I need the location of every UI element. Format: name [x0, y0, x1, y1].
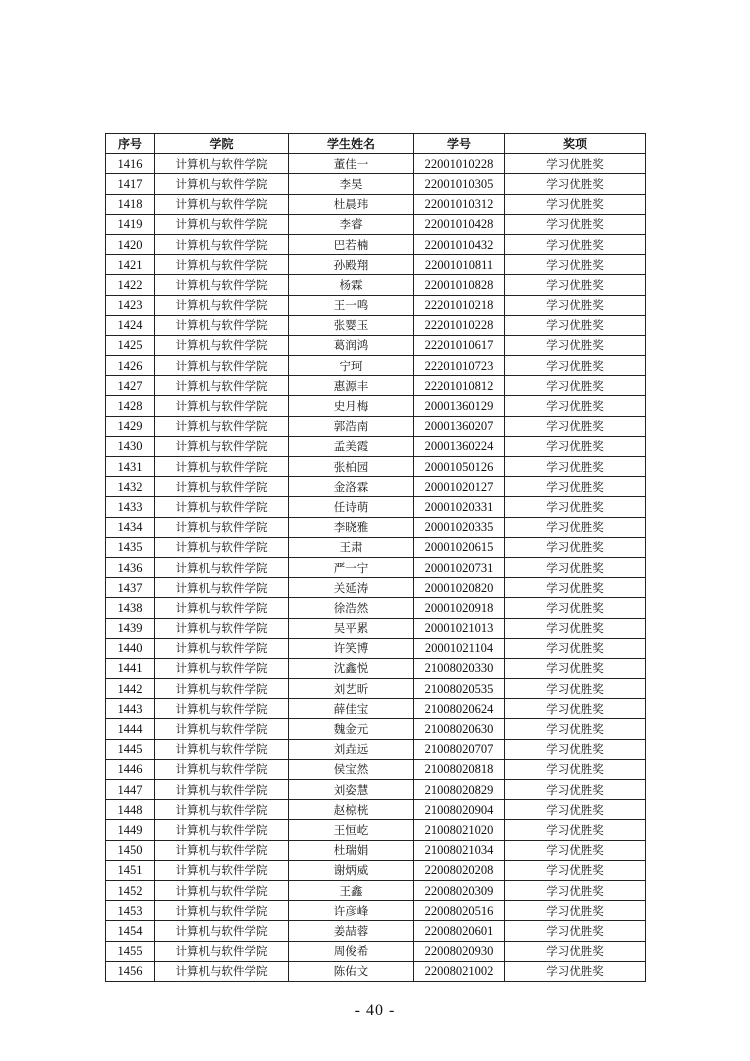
table-row	[106, 598, 646, 618]
student-name-cell: 许彦峰	[289, 901, 414, 921]
row-index-cell: 1441	[106, 658, 155, 678]
student-id-cell: 20001020615	[414, 537, 505, 557]
row-index-cell: 1440	[106, 638, 155, 658]
student-id-cell: 21008020904	[414, 800, 505, 820]
row-index-cell: 1418	[106, 194, 155, 214]
college-cell: 计算机与软件学院	[155, 840, 289, 860]
table-row	[106, 961, 646, 981]
student-id-cell: 22001010811	[414, 255, 505, 275]
row-index-cell: 1453	[106, 901, 155, 921]
award-cell: 学习优胜奖	[505, 416, 646, 436]
award-cell: 学习优胜奖	[505, 557, 646, 577]
student-name-cell: 吴平累	[289, 618, 414, 638]
header-index: 序号	[106, 134, 155, 154]
award-cell: 学习优胜奖	[505, 719, 646, 739]
award-cell: 学习优胜奖	[505, 739, 646, 759]
college-cell: 计算机与软件学院	[155, 880, 289, 900]
college-cell: 计算机与软件学院	[155, 315, 289, 335]
student-id-cell: 22201010723	[414, 356, 505, 376]
college-cell: 计算机与软件学院	[155, 921, 289, 941]
student-id-cell: 20001021013	[414, 618, 505, 638]
college-cell: 计算机与软件学院	[155, 557, 289, 577]
row-index-cell: 1434	[106, 517, 155, 537]
student-name-cell: 王一鸣	[289, 295, 414, 315]
row-index-cell: 1417	[106, 174, 155, 194]
student-id-cell: 20001360224	[414, 436, 505, 456]
award-cell: 学习优胜奖	[505, 901, 646, 921]
college-cell: 计算机与软件学院	[155, 275, 289, 295]
student-name-cell: 金洛霖	[289, 477, 414, 497]
student-name-cell: 葛润鸿	[289, 335, 414, 355]
college-cell: 计算机与软件学院	[155, 658, 289, 678]
student-id-cell: 21008020330	[414, 658, 505, 678]
row-index-cell: 1439	[106, 618, 155, 638]
table-row	[106, 719, 646, 739]
student-id-cell: 22001010228	[414, 154, 505, 174]
table-row	[106, 557, 646, 577]
student-id-cell: 20001020820	[414, 578, 505, 598]
college-cell: 计算机与软件学院	[155, 335, 289, 355]
award-cell: 学习优胜奖	[505, 356, 646, 376]
college-cell: 计算机与软件学院	[155, 780, 289, 800]
college-cell: 计算机与软件学院	[155, 255, 289, 275]
award-cell: 学习优胜奖	[505, 376, 646, 396]
award-cell: 学习优胜奖	[505, 780, 646, 800]
award-cell: 学习优胜奖	[505, 921, 646, 941]
student-name-cell: 董佳一	[289, 154, 414, 174]
student-id-cell: 20001360129	[414, 396, 505, 416]
row-index-cell: 1438	[106, 598, 155, 618]
student-id-cell: 21008020829	[414, 780, 505, 800]
student-name-cell: 关延涛	[289, 578, 414, 598]
student-name-cell: 杜瑞娟	[289, 840, 414, 860]
student-id-cell: 22201010617	[414, 335, 505, 355]
award-cell: 学习优胜奖	[505, 315, 646, 335]
award-cell: 学习优胜奖	[505, 860, 646, 880]
student-id-cell: 22008021002	[414, 961, 505, 981]
table-row	[106, 739, 646, 759]
row-index-cell: 1446	[106, 759, 155, 779]
row-index-cell: 1436	[106, 557, 155, 577]
table-row	[106, 315, 646, 335]
table-row	[106, 396, 646, 416]
student-id-cell: 20001020331	[414, 497, 505, 517]
student-name-cell: 杨霖	[289, 275, 414, 295]
student-id-cell: 21008020535	[414, 679, 505, 699]
college-cell: 计算机与软件学院	[155, 376, 289, 396]
student-name-cell: 宁珂	[289, 356, 414, 376]
college-cell: 计算机与软件学院	[155, 214, 289, 234]
award-cell: 学习优胜奖	[505, 517, 646, 537]
college-cell: 计算机与软件学院	[155, 800, 289, 820]
row-index-cell: 1454	[106, 921, 155, 941]
college-cell: 计算机与软件学院	[155, 759, 289, 779]
student-name-cell: 孟美霞	[289, 436, 414, 456]
row-index-cell: 1437	[106, 578, 155, 598]
student-id-cell: 21008020818	[414, 759, 505, 779]
row-index-cell: 1427	[106, 376, 155, 396]
college-cell: 计算机与软件学院	[155, 860, 289, 880]
award-cell: 学习优胜奖	[505, 618, 646, 638]
row-index-cell: 1448	[106, 800, 155, 820]
student-name-cell: 王恒屹	[289, 820, 414, 840]
row-index-cell: 1442	[106, 679, 155, 699]
table-row	[106, 699, 646, 719]
college-cell: 计算机与软件学院	[155, 154, 289, 174]
table-row	[106, 638, 646, 658]
table-row	[106, 174, 646, 194]
student-id-cell: 22001010432	[414, 234, 505, 254]
college-cell: 计算机与软件学院	[155, 477, 289, 497]
award-cell: 学习优胜奖	[505, 699, 646, 719]
table-row	[106, 436, 646, 456]
award-cell: 学习优胜奖	[505, 961, 646, 981]
row-index-cell: 1416	[106, 154, 155, 174]
student-name-cell: 刘姿慧	[289, 780, 414, 800]
award-cell: 学习优胜奖	[505, 154, 646, 174]
student-id-cell: 22201010228	[414, 315, 505, 335]
table-row	[106, 255, 646, 275]
row-index-cell: 1455	[106, 941, 155, 961]
table-row	[106, 376, 646, 396]
row-index-cell: 1456	[106, 961, 155, 981]
college-cell: 计算机与软件学院	[155, 719, 289, 739]
student-name-cell: 刘艺昕	[289, 679, 414, 699]
table-row	[106, 517, 646, 537]
table-row	[106, 578, 646, 598]
page-number: - 40 -	[354, 1002, 396, 1019]
row-index-cell: 1445	[106, 739, 155, 759]
student-name-cell: 侯宝然	[289, 759, 414, 779]
table-row	[106, 477, 646, 497]
student-name-cell: 李昊	[289, 174, 414, 194]
award-cell: 学习优胜奖	[505, 194, 646, 214]
award-cell: 学习优胜奖	[505, 880, 646, 900]
table-row	[106, 234, 646, 254]
college-cell: 计算机与软件学院	[155, 396, 289, 416]
college-cell: 计算机与软件学院	[155, 356, 289, 376]
student-name-cell: 孙殿翔	[289, 255, 414, 275]
student-name-cell: 张婴玉	[289, 315, 414, 335]
row-index-cell: 1424	[106, 315, 155, 335]
student-name-cell: 刘垚远	[289, 739, 414, 759]
row-index-cell: 1420	[106, 234, 155, 254]
student-name-cell: 薛佳宝	[289, 699, 414, 719]
college-cell: 计算机与软件学院	[155, 699, 289, 719]
header-student-id: 学号	[414, 134, 505, 154]
student-id-cell: 20001020918	[414, 598, 505, 618]
student-name-cell: 杜晨玮	[289, 194, 414, 214]
table-row	[106, 658, 646, 678]
student-id-cell: 20001050126	[414, 457, 505, 477]
table-row	[106, 154, 646, 174]
student-name-cell: 谢炳威	[289, 860, 414, 880]
award-cell: 学习优胜奖	[505, 396, 646, 416]
student-name-cell: 李晓雅	[289, 517, 414, 537]
student-name-cell: 赵椋桄	[289, 800, 414, 820]
student-name-cell: 徐浩然	[289, 598, 414, 618]
student-id-cell: 21008021020	[414, 820, 505, 840]
student-id-cell: 21008020624	[414, 699, 505, 719]
student-id-cell: 22001010305	[414, 174, 505, 194]
student-id-cell: 20001021104	[414, 638, 505, 658]
student-name-cell: 姜喆蓉	[289, 921, 414, 941]
student-id-cell: 22008020930	[414, 941, 505, 961]
student-name-cell: 李睿	[289, 214, 414, 234]
row-index-cell: 1429	[106, 416, 155, 436]
student-name-cell: 史月梅	[289, 396, 414, 416]
table-row	[106, 194, 646, 214]
student-id-cell: 21008020630	[414, 719, 505, 739]
table-row	[106, 618, 646, 638]
table-row	[106, 537, 646, 557]
college-cell: 计算机与软件学院	[155, 497, 289, 517]
awards-table	[105, 133, 646, 982]
college-cell: 计算机与软件学院	[155, 578, 289, 598]
table-row	[106, 335, 646, 355]
row-index-cell: 1426	[106, 356, 155, 376]
row-index-cell: 1432	[106, 477, 155, 497]
student-name-cell: 沈鑫悦	[289, 658, 414, 678]
row-index-cell: 1431	[106, 457, 155, 477]
row-index-cell: 1419	[106, 214, 155, 234]
table-row	[106, 416, 646, 436]
student-id-cell: 22008020309	[414, 880, 505, 900]
award-cell: 学习优胜奖	[505, 234, 646, 254]
college-cell: 计算机与软件学院	[155, 941, 289, 961]
student-id-cell: 20001020335	[414, 517, 505, 537]
table-row	[106, 800, 646, 820]
award-cell: 学习优胜奖	[505, 174, 646, 194]
award-cell: 学习优胜奖	[505, 800, 646, 820]
award-cell: 学习优胜奖	[505, 638, 646, 658]
row-index-cell: 1447	[106, 780, 155, 800]
student-name-cell: 许笑博	[289, 638, 414, 658]
award-cell: 学习优胜奖	[505, 598, 646, 618]
table-row	[106, 214, 646, 234]
row-index-cell: 1433	[106, 497, 155, 517]
award-cell: 学习优胜奖	[505, 214, 646, 234]
student-name-cell: 陈佑文	[289, 961, 414, 981]
row-index-cell: 1428	[106, 396, 155, 416]
award-cell: 学习优胜奖	[505, 497, 646, 517]
table-row	[106, 921, 646, 941]
student-id-cell: 20001360207	[414, 416, 505, 436]
row-index-cell: 1425	[106, 335, 155, 355]
college-cell: 计算机与软件学院	[155, 820, 289, 840]
table-row	[106, 820, 646, 840]
college-cell: 计算机与软件学院	[155, 679, 289, 699]
award-cell: 学习优胜奖	[505, 658, 646, 678]
award-cell: 学习优胜奖	[505, 840, 646, 860]
college-cell: 计算机与软件学院	[155, 598, 289, 618]
header-college: 学院	[155, 134, 289, 154]
table-row	[106, 941, 646, 961]
award-cell: 学习优胜奖	[505, 537, 646, 557]
table-row	[106, 356, 646, 376]
table-header-row	[106, 134, 646, 154]
row-index-cell: 1450	[106, 840, 155, 860]
student-name-cell: 魏金元	[289, 719, 414, 739]
student-name-cell: 任诗萌	[289, 497, 414, 517]
row-index-cell: 1422	[106, 275, 155, 295]
table-row	[106, 497, 646, 517]
table-row	[106, 780, 646, 800]
student-id-cell: 21008020707	[414, 739, 505, 759]
student-id-cell: 22008020601	[414, 921, 505, 941]
table-row	[106, 457, 646, 477]
student-name-cell: 张柏园	[289, 457, 414, 477]
row-index-cell: 1430	[106, 436, 155, 456]
college-cell: 计算机与软件学院	[155, 739, 289, 759]
table-row	[106, 860, 646, 880]
table-row	[106, 295, 646, 315]
table-row	[106, 840, 646, 860]
college-cell: 计算机与软件学院	[155, 638, 289, 658]
award-cell: 学习优胜奖	[505, 941, 646, 961]
student-name-cell: 周俊希	[289, 941, 414, 961]
table-row	[106, 759, 646, 779]
row-index-cell: 1443	[106, 699, 155, 719]
student-id-cell: 22201010218	[414, 295, 505, 315]
student-id-cell: 20001020127	[414, 477, 505, 497]
award-cell: 学习优胜奖	[505, 275, 646, 295]
student-id-cell: 20001020731	[414, 557, 505, 577]
college-cell: 计算机与软件学院	[155, 194, 289, 214]
award-cell: 学习优胜奖	[505, 457, 646, 477]
college-cell: 计算机与软件学院	[155, 618, 289, 638]
student-id-cell: 22008020208	[414, 860, 505, 880]
table-body	[106, 154, 646, 982]
award-cell: 学习优胜奖	[505, 436, 646, 456]
table-row	[106, 275, 646, 295]
college-cell: 计算机与软件学院	[155, 901, 289, 921]
award-cell: 学习优胜奖	[505, 255, 646, 275]
college-cell: 计算机与软件学院	[155, 457, 289, 477]
student-id-cell: 22201010812	[414, 376, 505, 396]
row-index-cell: 1452	[106, 880, 155, 900]
award-cell: 学习优胜奖	[505, 679, 646, 699]
student-name-cell: 惠源丰	[289, 376, 414, 396]
student-name-cell: 严一宁	[289, 557, 414, 577]
student-id-cell: 21008021034	[414, 840, 505, 860]
college-cell: 计算机与软件学院	[155, 174, 289, 194]
row-index-cell: 1449	[106, 820, 155, 840]
table-row	[106, 880, 646, 900]
header-student-name: 学生姓名	[289, 134, 414, 154]
student-id-cell: 22001010428	[414, 214, 505, 234]
student-id-cell: 22001010828	[414, 275, 505, 295]
award-cell: 学习优胜奖	[505, 578, 646, 598]
student-name-cell: 王鑫	[289, 880, 414, 900]
row-index-cell: 1421	[106, 255, 155, 275]
table-row	[106, 679, 646, 699]
row-index-cell: 1451	[106, 860, 155, 880]
college-cell: 计算机与软件学院	[155, 537, 289, 557]
college-cell: 计算机与软件学院	[155, 961, 289, 981]
student-id-cell: 22008020516	[414, 901, 505, 921]
college-cell: 计算机与软件学院	[155, 295, 289, 315]
row-index-cell: 1423	[106, 295, 155, 315]
table-row	[106, 901, 646, 921]
student-name-cell: 郭浩南	[289, 416, 414, 436]
college-cell: 计算机与软件学院	[155, 416, 289, 436]
header-award: 奖项	[505, 134, 646, 154]
student-name-cell: 王肃	[289, 537, 414, 557]
award-cell: 学习优胜奖	[505, 759, 646, 779]
award-cell: 学习优胜奖	[505, 295, 646, 315]
student-id-cell: 22001010312	[414, 194, 505, 214]
award-cell: 学习优胜奖	[505, 335, 646, 355]
award-cell: 学习优胜奖	[505, 477, 646, 497]
award-cell: 学习优胜奖	[505, 820, 646, 840]
row-index-cell: 1444	[106, 719, 155, 739]
college-cell: 计算机与软件学院	[155, 436, 289, 456]
student-name-cell: 巴若楠	[289, 234, 414, 254]
college-cell: 计算机与软件学院	[155, 234, 289, 254]
row-index-cell: 1435	[106, 537, 155, 557]
college-cell: 计算机与软件学院	[155, 517, 289, 537]
